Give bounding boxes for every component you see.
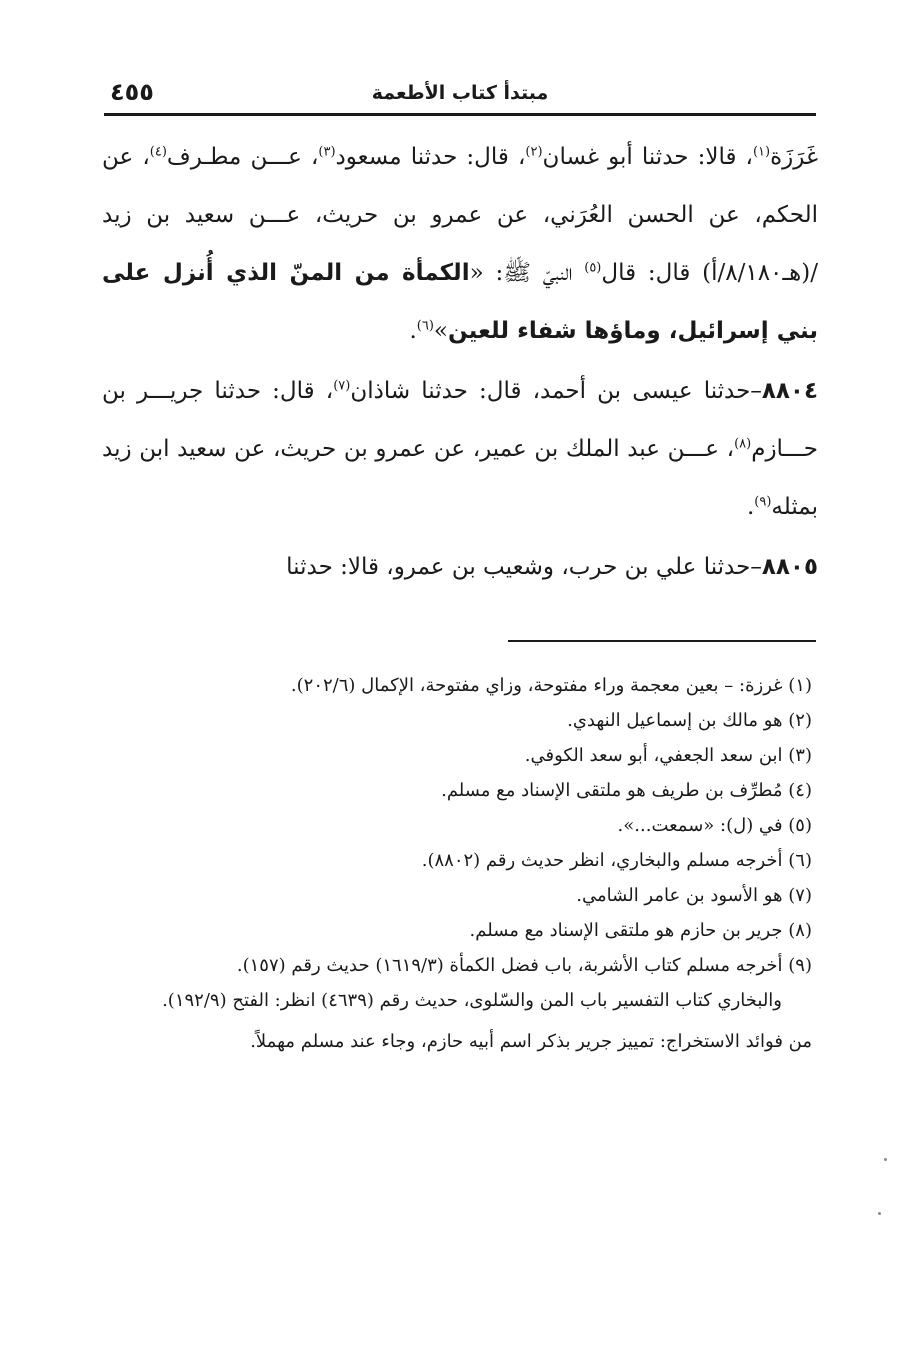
footnote-ref: (٩) xyxy=(754,494,772,510)
footnote-5: (٥) في (ل): «سمعت...». xyxy=(617,815,812,836)
text-run: ، عـــن عبد الملك بن عمير، عن عمرو بن حريث، عن سعيد ابن زيد بمثله xyxy=(102,436,818,520)
text-run: ، عـــن مطـرف xyxy=(166,144,319,170)
text-run: . xyxy=(746,494,755,520)
footnote-9-continuation: والبخاري كتاب التفسير باب المن والسّلوى، حديث رقم (٤٦٣٩) انظر: الفتح (١٩٢/٩). xyxy=(162,990,782,1011)
extraction-benefit-note: من فوائد الاستخراج: تمييز جرير بذكر اسم أبيه حازم، وجاء عند مسلم مهملاً. xyxy=(250,1031,812,1052)
footnote-separator xyxy=(508,640,816,642)
text-run: ، قال: حدثنا جريـــر بن حـــازم xyxy=(102,378,818,462)
text-run: ، قال: حدثنا مسعود xyxy=(335,144,526,170)
footnote-ref: (٦) xyxy=(416,318,434,334)
footnote-ref: (٥) xyxy=(584,260,602,276)
hadith-number: ٨٨٠٤ xyxy=(761,378,818,404)
footnote-2: (٢) هو مالك بن إسماعيل النهدي. xyxy=(567,710,812,731)
text-run: –حدثنا عيسى بن أحمد، قال: حدثنا شاذان xyxy=(350,378,762,404)
footnote-3: (٣) ابن سعد الجعفي، أبو سعد الكوفي. xyxy=(524,745,812,766)
narrator-name: غَرَزَة xyxy=(770,144,818,170)
footnote-6: (٦) أخرجه مسلم والبخاري، انظر حديث رقم (٨٨٠٢). xyxy=(421,850,812,871)
text-run: النبيّ ﷺ: « xyxy=(469,260,585,286)
footnote-ref: (١) xyxy=(752,144,771,160)
hadith-paragraph-8804 xyxy=(102,362,818,536)
footnote-9: (٩) أخرجه مسلم كتاب الأشربة، باب فضل الكمأة (١٦١٩/٣) حديث رقم (١٥٧). xyxy=(236,955,812,976)
header-rule xyxy=(104,113,816,116)
scan-speck xyxy=(878,1212,881,1215)
footnote-ref: (٣) xyxy=(318,144,336,160)
footnote-ref: (٤) xyxy=(149,144,167,160)
hadith-paragraph-8805 xyxy=(102,538,818,596)
footnote-1: (١) غرزة: – بعين معجمة وراء مفتوحة، وزاي مفتوحة، الإكمال (٢٠٢/٦). xyxy=(290,675,812,696)
hadith-matn: الكمأة من المنّ الذي أُنزل على بني إسرائيل، وماؤها شفاء للعين xyxy=(102,260,818,344)
footnote-4: (٤) مُطرِّف بن طريف هو ملتقى الإسناد مع مسلم. xyxy=(441,780,812,801)
main-text xyxy=(102,128,818,596)
footnotes-section xyxy=(96,668,812,1059)
hadith-paragraph-8803 xyxy=(102,128,818,360)
text-run: . xyxy=(409,318,417,344)
text-run: ، عن الحكم، عن الحسن العُرَني، عن عمرو بن حريث، عـــن سعيد بن زيد /(هـ٨/١٨٠/أ) قال: قال xyxy=(102,144,819,286)
footnote-ref: (٢) xyxy=(525,144,543,160)
footnote-7: (٧) هو الأسود بن عامر الشامي. xyxy=(576,885,812,906)
text-run: –حدثنا علي بن حرب، وشعيب بن عمرو، قالا: حدثنا xyxy=(286,554,762,580)
footnote-ref: (٧) xyxy=(333,378,351,394)
text-run: » xyxy=(433,318,448,344)
scan-speck xyxy=(884,1158,887,1161)
footnote-ref: (٨) xyxy=(734,436,752,452)
text-run: ، قالا: حدثنا أبو غسان xyxy=(542,144,753,170)
footnote-8: (٨) جرير بن حازم هو ملتقى الإسناد مع مسلم. xyxy=(469,920,812,941)
running-title: مبتدأ كتاب الأطعمة xyxy=(371,82,549,104)
hadith-number: ٨٨٠٥ xyxy=(761,554,818,580)
page-header xyxy=(104,80,816,108)
page-number: ٤٥٥ xyxy=(110,78,154,106)
